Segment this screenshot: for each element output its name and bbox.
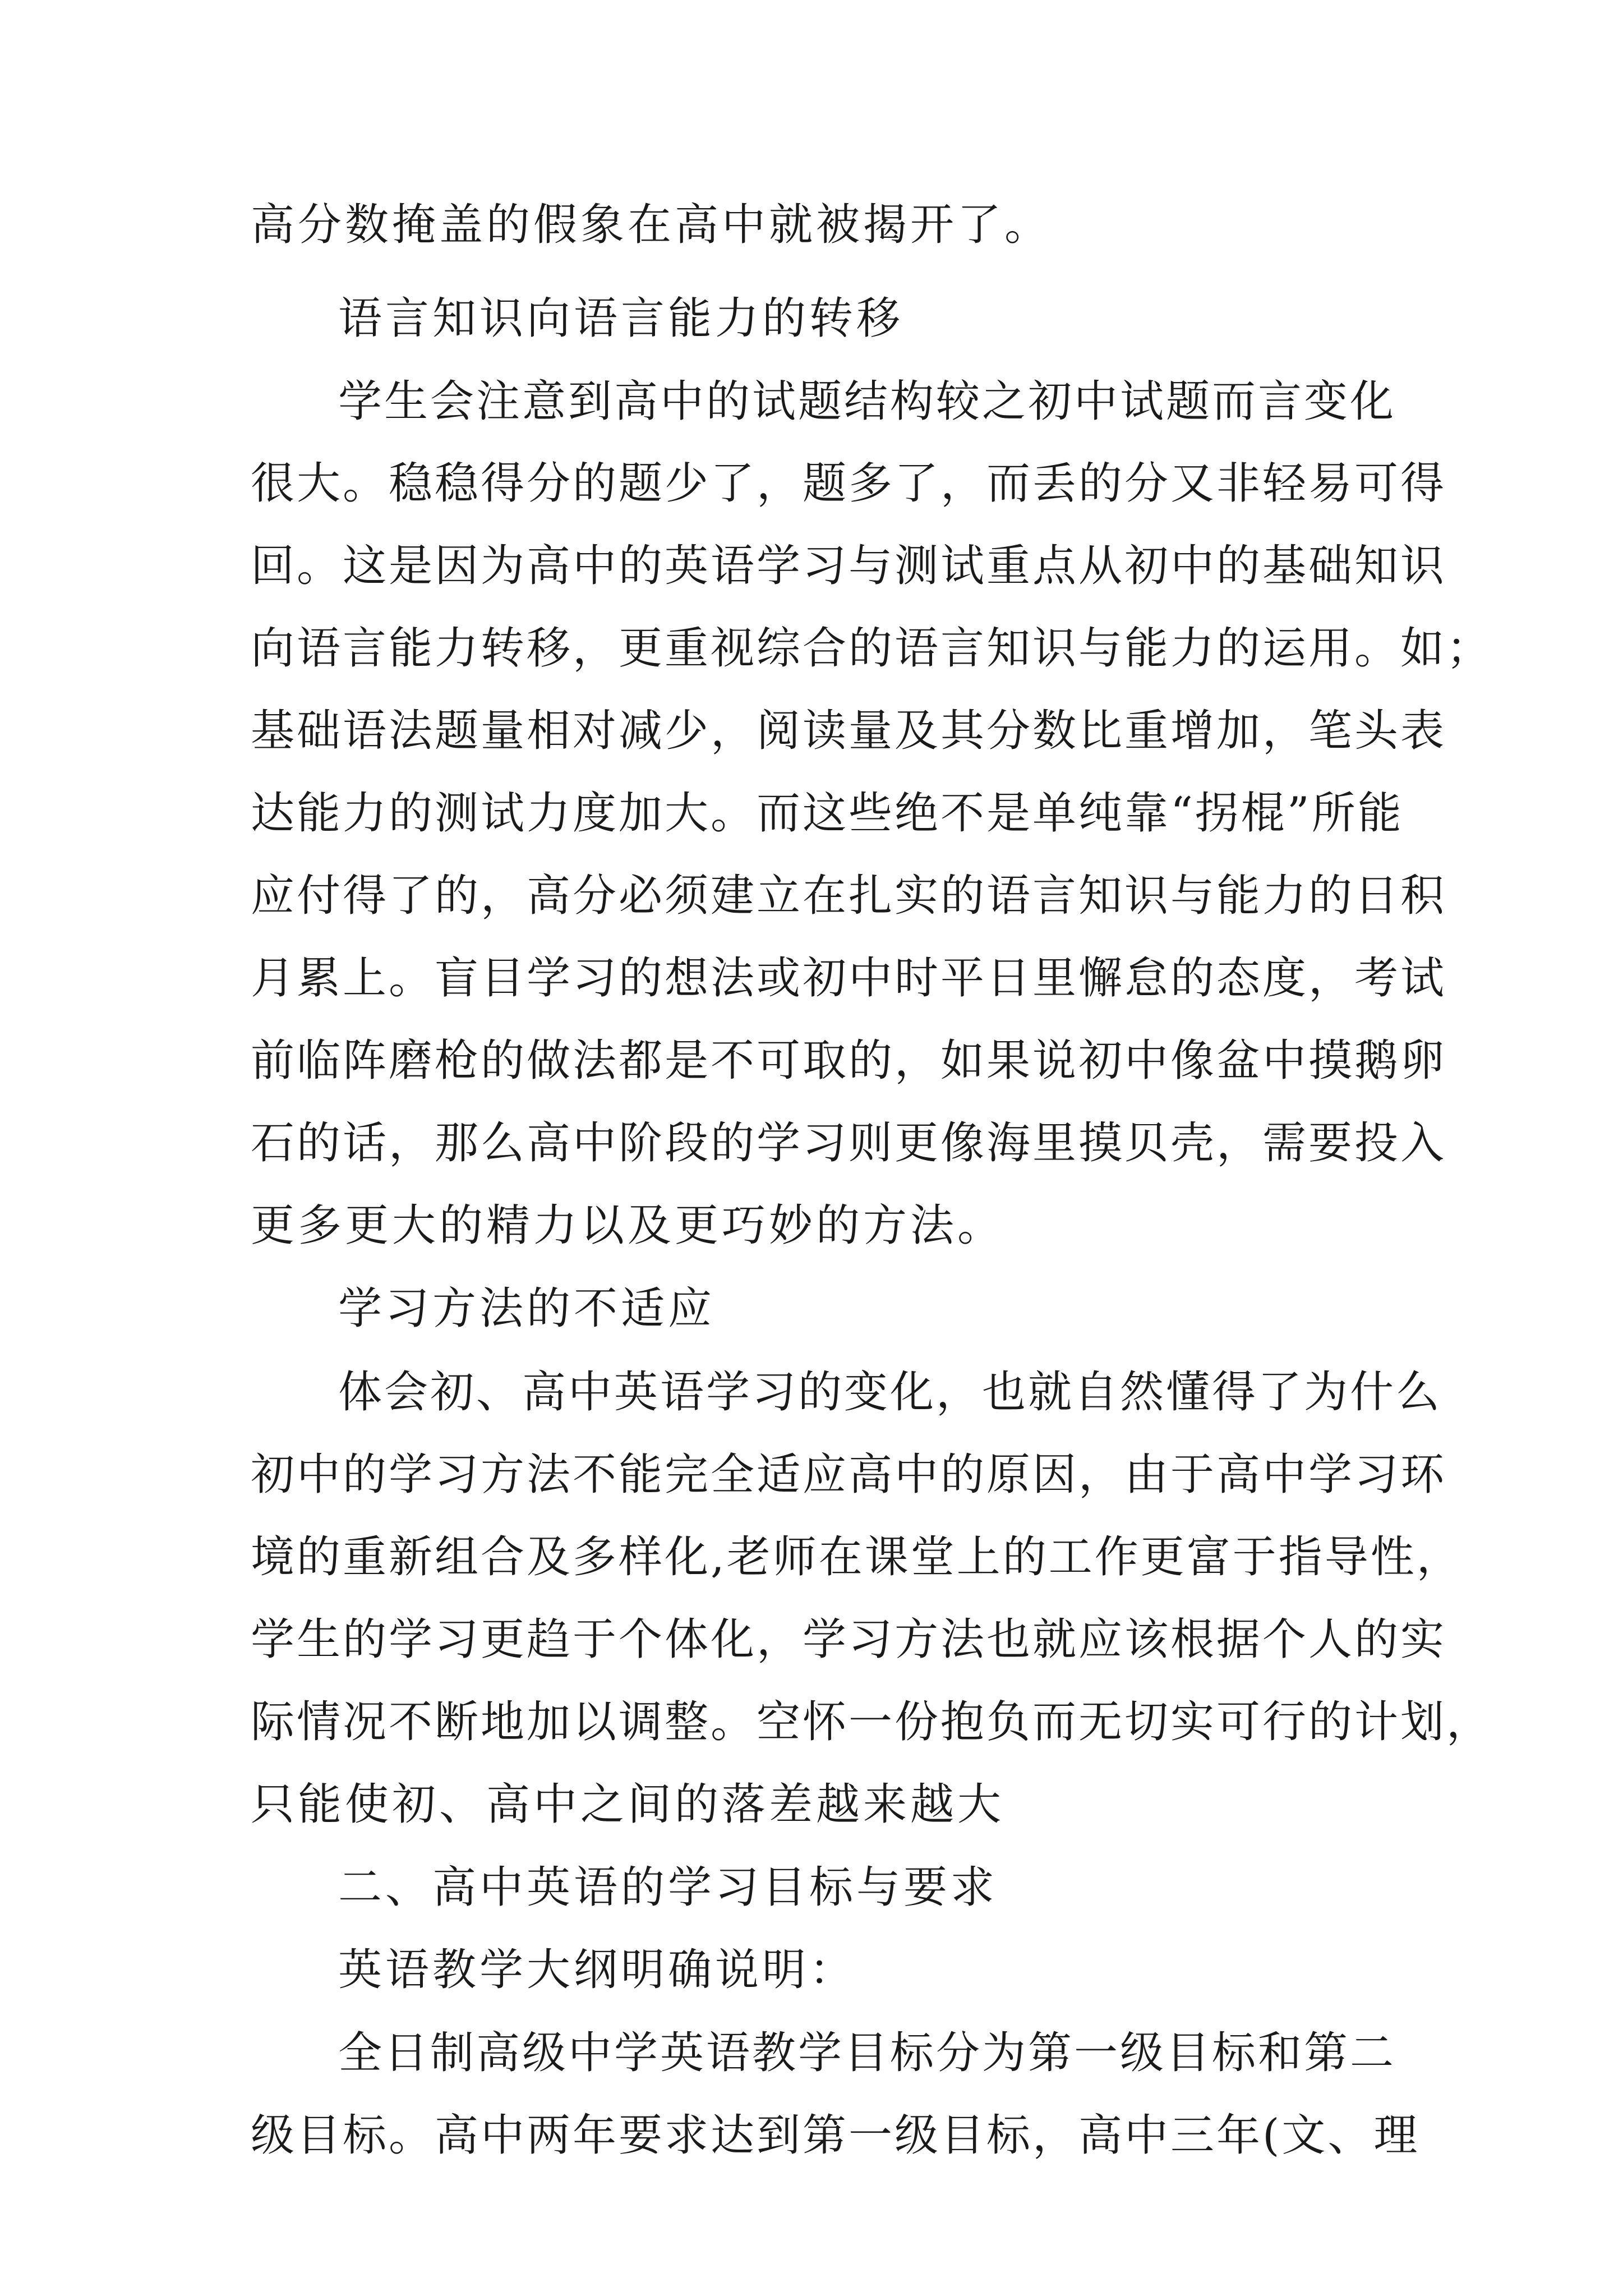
- text-line: 只能使初、高中之间的落差越来越大: [251, 1779, 1005, 1830]
- text-line: 级目标。高中两年要求达到第一级目标，高中三年(文、理: [251, 2110, 1420, 2161]
- text-line: 全日制高级中学英语教学目标分为第一级目标和第二: [338, 2028, 1396, 2078]
- text-line: 向语言能力转移，更重视综合的语言知识与能力的运用。如；: [251, 623, 1493, 674]
- text-line: 学生的学习更趋于个体化，学习方法也就应该根据个人的实: [251, 1614, 1447, 1665]
- section-heading: 语言知识向语言能力的转移: [338, 293, 904, 344]
- text-line: 石的话，那么高中阶段的学习则更像海里摸贝壳，需要投入: [251, 1118, 1447, 1168]
- text-line: 应付得了的，高分必须建立在扎实的语言知识与能力的日积: [251, 871, 1447, 921]
- text-line: 英语教学大纲明确说明：: [338, 1945, 857, 1995]
- text-line: 达能力的测试力度加大。而这些绝不是单纯靠“拐棍”所能: [251, 788, 1404, 839]
- text-line: 体会初、高中英语学习的变化，也就自然懂得了为什么: [338, 1367, 1442, 1418]
- text-line: 学生会注意到高中的试题结构较之初中试题而言变化: [338, 376, 1396, 427]
- section-heading: 二、高中英语的学习目标与要求: [338, 1862, 998, 1913]
- text-line: 初中的学习方法不能完全适应高中的原因，由于高中学习环: [251, 1450, 1447, 1500]
- text-line: 高分数掩盖的假象在高中就被揭开了。: [251, 200, 1052, 250]
- text-line: 更多更大的精力以及更巧妙的方法。: [251, 1200, 1005, 1251]
- text-line: 很大。稳稳得分的题少了，题多了，而丢的分又非轻易可得: [251, 458, 1447, 509]
- text-line: 境的重新组合及多样化,老师在课堂上的工作更富于指导性，: [251, 1532, 1463, 1582]
- text-line: 基础语法题量相对减少，阅读量及其分数比重增加，笔头表: [251, 706, 1447, 756]
- section-heading: 学习方法的不适应: [338, 1283, 716, 1334]
- text-line: 回。这是因为高中的英语学习与测试重点从初中的基础知识: [251, 541, 1447, 591]
- text-line: 前临阵磨枪的做法都是不可取的，如果说初中像盆中摸鹅卵: [251, 1036, 1447, 1086]
- text-line: 际情况不断地加以调整。空怀一份抱负而无切实可行的计划，: [251, 1697, 1493, 1747]
- text-line: 月累上。盲目学习的想法或初中时平日里懈怠的态度，考试: [251, 953, 1447, 1004]
